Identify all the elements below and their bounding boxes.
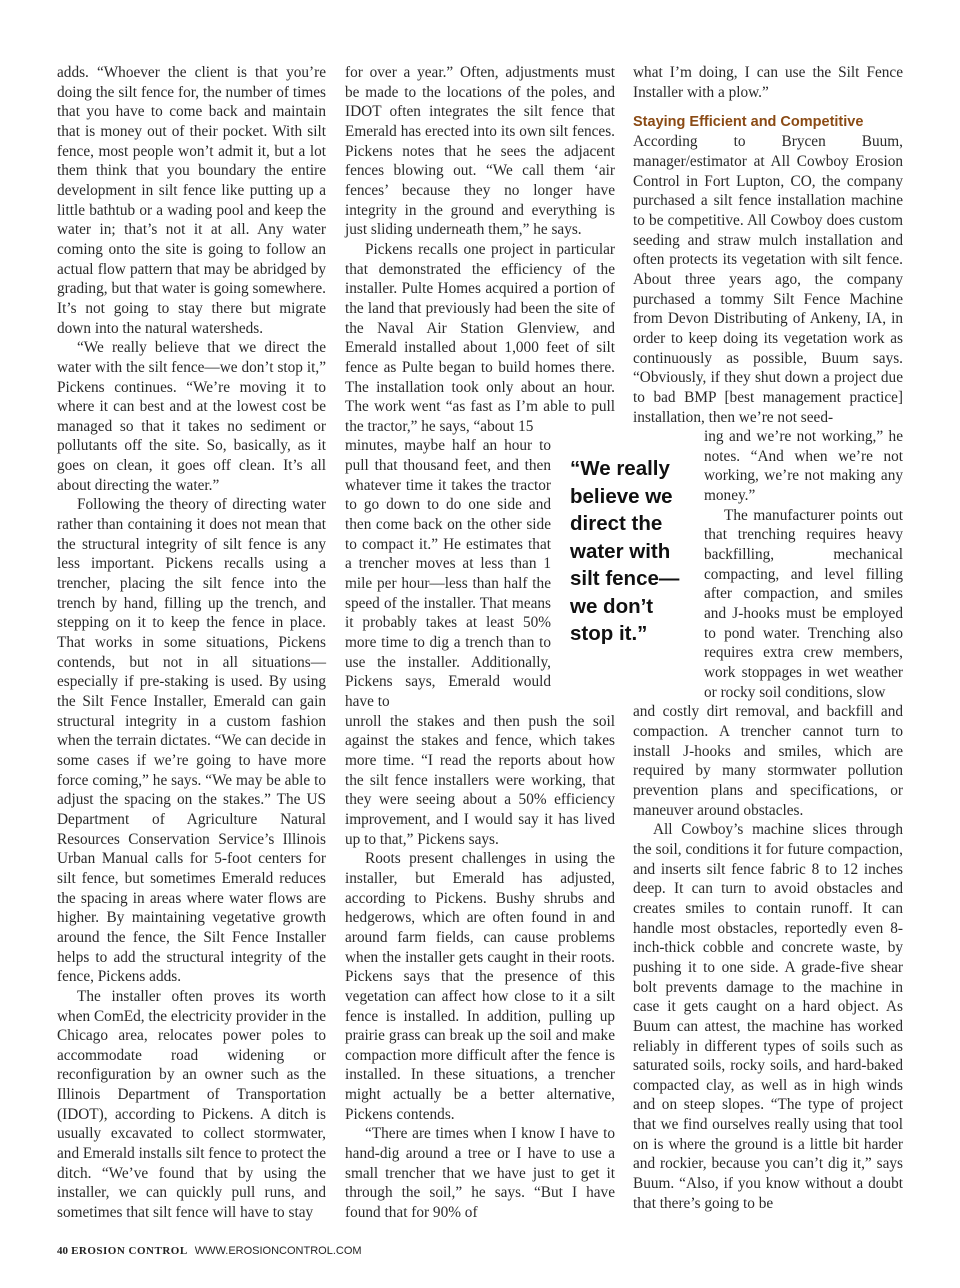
article-column-1 — [57, 63, 326, 1223]
paragraph: All Cowboy’s machine slices through the soil, conditions it for future compaction, and inserts silt fence fabric 8 to 12 inches deep. It can turn to avoid obstacles and creates smiles to contain runoff. It can handle most obstacles, reportedly even 8-inch-thick cobble and concrete waste, by pushing it to one side. A grade-five shear bolt prevents damage to the machine in case it gets caught on a hard object. As Buum can attest, the machine has worked reliably in different types of soils such as saturated soils, rocky soils, and hard-baked compacted clay, as well as in high winds and on steep slopes. “The type of project that we find ourselves really using that tool on is where the ground is a little bit harder and rockier, because you can’t dig it,” says Buum. “Also, if you know without a doubt that there’s going to be — [633, 821, 903, 1212]
website-url: WWW.EROSIONCONTROL.COM — [194, 1245, 362, 1257]
paragraph: The installer often proves its worth when ComEd, the electricity provider in the Chicago area, relocates power poles to accommodate road widening or reconfiguration by an owner such as the Illinois Department of Transportation (IDOT), according to Pickens. A ditch is usually excavated to collect stormwater, and Emerald installs silt fence to protect the ditch. “We’ve found that by using the installer, we can quickly pull runs, and sometimes that silt fence will have to stay — [57, 987, 326, 1222]
paragraph-wrapped: minutes, maybe half an hour to pull that thousand feet, and then whatever time it takes the tractor to go down to do one side and then come back on the other side to compact it.” He estimates that a trencher moves at less than 1 mile per hour—less than half the speed of the installer. That means it probably takes at least 50% more time to dig a trench than to use the installer. Additionally, Pickens says, Emerald would have to — [345, 437, 551, 710]
paragraph: unroll the stakes and then push the soil against the stakes and fence, which takes more time. “I read the reports about how the silt fence installers were working, that they were seeing about a 50% efficiency improvement, and I would say it has lived up to that,” Pickens says. — [345, 712, 615, 848]
section-heading: Staying Efficient and Competitive — [633, 114, 864, 131]
paragraph: Pickens recalls one project in particular that demonstrated the efficiency of the installer. Pulte Homes acquired a portion of the land that previously had been the site of the Naval Air Station Glenview, and Emerald installed about 1,000 feet of silt fence as Pulte began to build homes there. The installation took only about an hour. The work went “as fast as I’m able to pull the tractor,” he says, “about 15 — [345, 240, 615, 435]
page-footer — [57, 1244, 362, 1258]
paragraph-wrapped: The manufacturer points out that trenching requires heavy backfilling, mechanical compacting, and level filling after compaction, and smiles and J-hooks must be employed to pond water. Trenching also requires extra crew members, work stoppages in wet weather or rocky soil conditions, slow — [704, 506, 903, 701]
paragraph: According to Brycen Buum, manager/estimator at All Cowboy Erosion Control in Fort Lupton, CO, the company purchased a silt fence installation machine to be competitive. All Cowboy does custom seeding and straw mulch installation and often protects its vegetation with silt fence. About three years ago, the company purchased a tommy Silt Fence Machine from Devon Distributing of Ankeny, IA, in order to keep doing its vegetation work as continuously as possible, Buum says. “Obviously, if they shut down a project due to bad BMP [best management practice] installation, then we’re not seed- — [633, 133, 903, 426]
magazine-name: EROSION CONTROL — [71, 1245, 188, 1257]
paragraph: Following the theory of directing water rather than containing it does not mean that the structural integrity of silt fence is any less important. Pickens recalls using a trencher, placing the silt fence into the trench by hand, filling up the trench, and stepping on it to keep the fence in place. That works in some situations, Pickens contends, but not in all situations—especially if pre-staking is used. By using the Silt Fence Installer, Emerald can gain structural integrity in a custom fashion when the terrain dictates. “We can decide in some cases if we’re going to have more force coming,” he says. “We may be able to adjust the spacing on the stakes.” The US Department of Agriculture Natural Resources Conservation Service’s Illinois Urban Manual calls for 5-foot centers for silt fence, but sometimes Emerald reduces the spacing in areas where water flows are higher. By maintaining vegetative growth around the fence, the Silt Fence Installer helps to add the structural integrity of the fence, Pickens adds. — [57, 496, 326, 986]
page-number: 40 — [57, 1245, 68, 1257]
paragraph: Roots present challenges in using the installer, but Emerald has adjusted, according to Pickens. Bushy shrubs and hedgerows, which are often found in and around farm fields, can cause problems when the installer gets caught in their roots. Pickens says that the presence of this vegetation can affect how close to it a silt fence is installed. In addition, pulling up prairie grass can break up the soil and make compaction more difficult after the fence is installed. In these situations, a trencher might actually be a better alternative, Pickens contends. — [345, 850, 615, 1123]
paragraph: “There are times when I know I have to hand-dig around a tree or I have to use a small trencher that we have just to get it through the soil,” he says. “But I have found that for 90% of — [345, 1125, 615, 1222]
paragraph: and costly dirt removal, and backfill and compaction. A trencher cannot turn to install J-hooks and smiles, which are required by many stormwater pollution prevention plans and specifications, or maneuver around obstacles. — [633, 703, 903, 819]
pull-quote: “We really believe we direct the water with silt fence— we don’t stop it.” — [570, 457, 680, 645]
article-column-3 — [633, 63, 903, 1213]
paragraph-wrapped: ing and we’re not working,” he notes. “And when we’re not working, we’re not making any money.” — [704, 428, 903, 505]
paragraph: what I’m doing, I can use the Silt Fence Installer with a plow.” — [633, 64, 903, 101]
paragraph: adds. “Whoever the client is that you’re doing the silt fence for, the number of times that you have to come back and maintain that is money out of their pocket. With silt fence, most people won’t admit it, but a lot them think that you boundary the entire development in silt fence like putting up a little bathtub or a wading pool and keep the water in; that’s not it at all. Any water coming onto the site is going to follow an actual flow pattern that may be abridged by grading, but that water is going somewhere. It’s not going to stay there but migrate down into the natural watersheds. — [57, 64, 326, 337]
paragraph: “We really believe that we direct the water with the silt fence—we don’t stop it,” Pickens continues. “We’re moving it to where it can best and at the lowest cost be managed so that it takes no sediment or pollutants off the site. So, basically, as it goes on clean, it goes off clean. It’s all about directing the water.” — [57, 339, 326, 494]
paragraph: for over a year.” Often, adjustments must be made to the locations of the poles, and IDOT often integrates the silt fence that Emerald has erected into its own silt fences. Pickens notes that he sees the adjacent fences blowing out. “We call them ‘air fences’ because they no longer have integrity in the ground and everything is just sliding underneath them,” he says. — [345, 64, 615, 239]
